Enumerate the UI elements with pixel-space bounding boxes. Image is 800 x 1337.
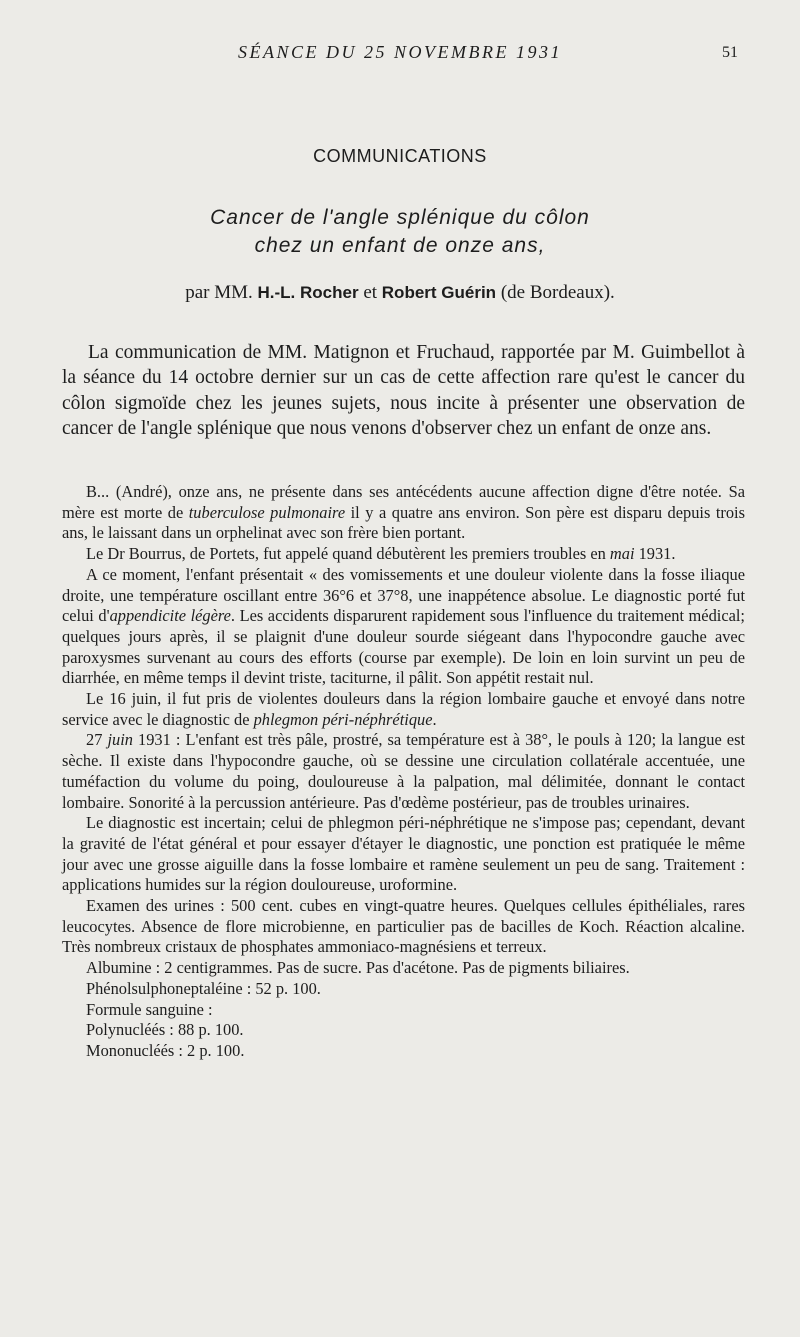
paragraph-examination: 27 juin 1931 : L'enfant est très pâle, prostré, sa température est à 38°, le pouls à 120; la langue est sèche. Il existe dans l'hypocondre gauche, où se dessine une circulation collatérale accentuée, une tuméfaction du volume du poing, douloureuse à la palpation, mal délimitée, donnant le contact lombaire. Sonorité à la percussion antérieure. Pas d'œdème postérieur, pas de troubles urinaires. <box>62 730 745 812</box>
section-heading: COMMUNICATIONS <box>313 146 487 166</box>
author-2: Robert Guérin <box>381 283 497 302</box>
intro-paragraph: La communication de MM. Matignon et Fruchaud, rapportée par M. Guimbellot à la séance du 14 octobre dernier sur un cas de cette affection rare qu'est le cancer du côlon sigmoïde chez les jeunes sujets, nous incite à présenter une observation de cancer de l'angle splénique que nous venons d'observer chez un enfant de onze ans. <box>62 342 745 439</box>
line-polynuclear: Polynucléés : 88 p. 100. <box>86 1020 244 1040</box>
paragraph-admission: Le 16 juin, il fut pris de violentes douleurs dans la région lombaire gauche et envoyé dans notre service avec le diagnostic de phlegmon péri-néphrétique. <box>62 689 745 729</box>
running-title: SÉANCE DU 25 NOVEMBRE 1931 <box>238 42 562 62</box>
byline-affiliation: (de Bordeaux). <box>500 282 615 303</box>
line-phenolsulphonephthalein: Phénolsulphoneptaléine : 52 p. 100. <box>86 978 321 998</box>
paragraph-diagnosis: Le diagnostic est incertain; celui de phlegmon péri-néphrétique ne s'impose pas; cependant, devant la gravité de l'état général et pour essayer d'étayer le diagnostic, une ponction est pratiquée le même jour avec une grosse aiguille dans la fosse lombaire et ramène seulement un peu de sang. Traitement : applications humides sur la région douloureuse, uroformine. <box>62 813 745 895</box>
page-number: 51 <box>722 44 738 61</box>
line-mononuclear: Mononucléés : 2 p. 100. <box>86 1040 245 1060</box>
article-title-line-1: Cancer de l'angle splénique du côlon <box>210 206 590 229</box>
paragraph-history: B... (André), onze ans, ne présente dans ses antécédents aucune affection digne d'être notée. Sa mère est morte de tuberculose pulmonaire il y a quatre ans environ. Son père est disparu depuis trois ans, le laissant dans un orphelinat avec son frère bien portant. <box>62 482 745 543</box>
author-1: H.-L. Rocher <box>257 283 359 302</box>
byline <box>0 282 800 304</box>
paragraph-onset: Le Dr Bourrus, de Portets, fut appelé quand débutèrent les premiers troubles en mai 1931. <box>86 544 676 564</box>
paragraph-symptoms: A ce moment, l'enfant présentait « des vomissements et une douleur violente dans la fosse iliaque droite, une température oscillant entre 36°6 et 37°8, une inappétence absolue. Le diagnostic porté fut celui d'appendicite légère. Les accidents disparurent rapidement sous l'influence du traitement médical; quelques jours après, il se plaignit d'une douleur sourde siégeant dans l'hypocondre gauche avec paroxysmes survenant au cours des efforts (course par exemple). De loin en loin survint un peu de diarrhée, en même temps il devint triste, taciturne, il pâlit. Son appétit restait nul. <box>62 564 745 688</box>
article-title-line-2: chez un enfant de onze ans, <box>254 234 546 257</box>
byline-connector: et <box>363 282 378 303</box>
article-title <box>0 204 800 260</box>
byline-prefix: par MM. <box>185 282 253 303</box>
running-head <box>0 42 800 66</box>
case-report <box>62 482 745 1062</box>
paragraph-urine-exam: Examen des urines : 500 cent. cubes en vingt-quatre heures. Quelques cellules épithéliales, rares leucocytes. Absence de flore microbienne, en particulier pas de bacilles de Koch. Réaction alcaline. Très nombreux cristaux de phosphates ammoniaco-magnésiens et terreux. <box>62 896 745 957</box>
paragraph-albumin: Albumine : 2 centigrammes. Pas de sucre. Pas d'acétone. Pas de pigments biliaires. <box>86 958 630 978</box>
line-blood-formula: Formule sanguine : <box>86 999 213 1019</box>
